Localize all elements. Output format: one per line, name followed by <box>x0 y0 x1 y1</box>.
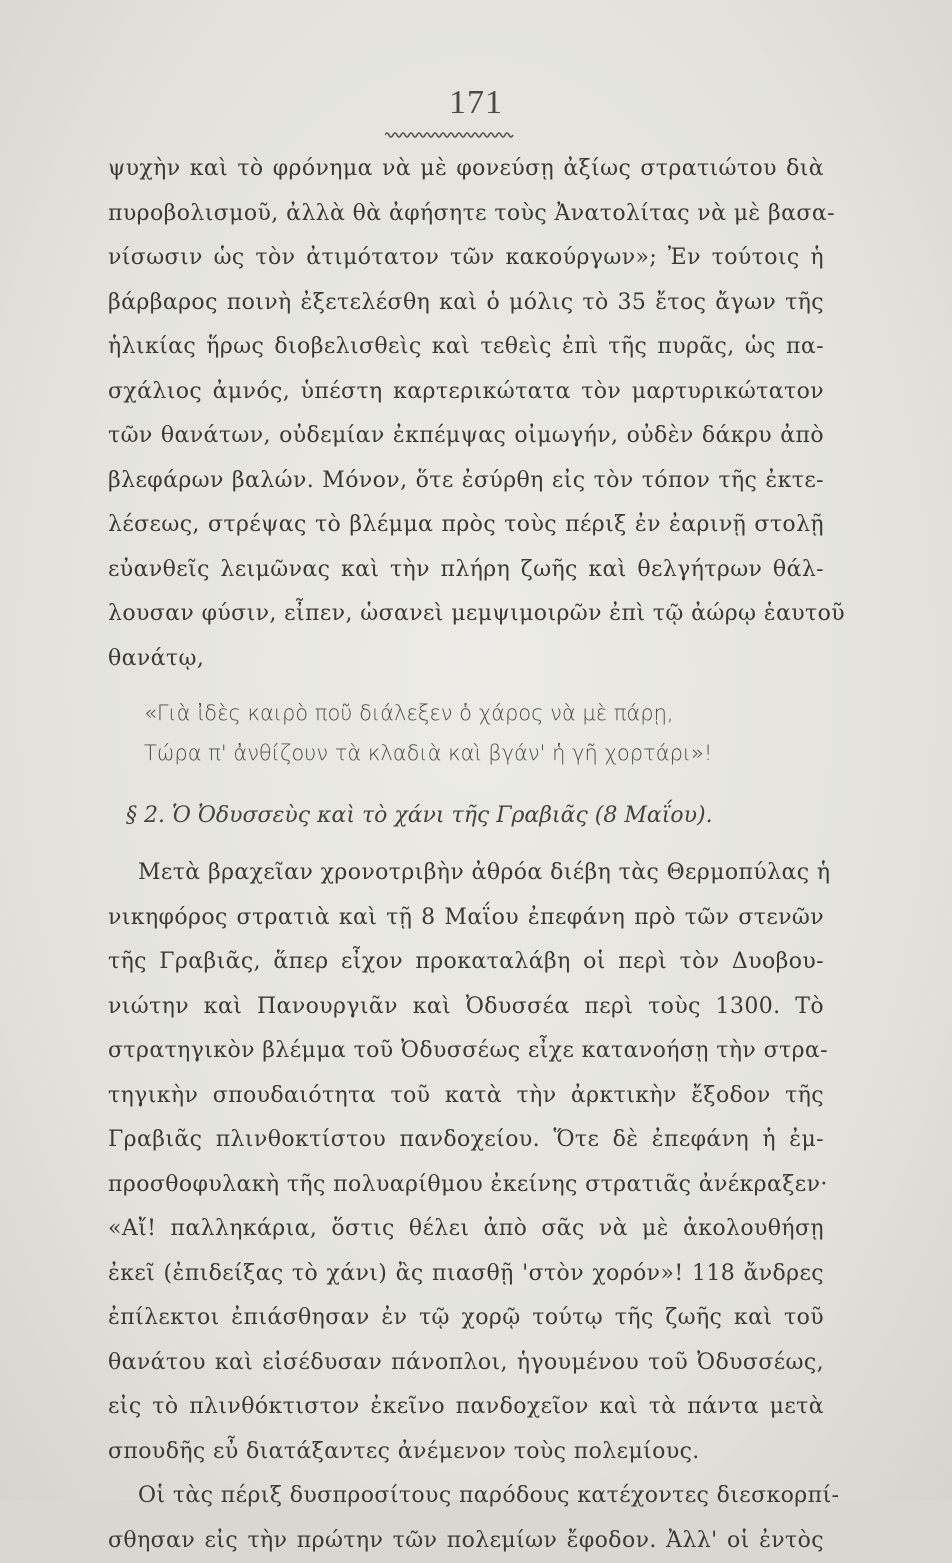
text-line: σπουδῆς εὖ διατάξαντες ἀνέμενον τοὺς πολεμίους. <box>108 1430 824 1475</box>
text-line: θανάτου καὶ εἰσέδυσαν πάνοπλοι, ἡγουμένου τοῦ Ὀδυσσέως, <box>108 1341 824 1386</box>
text-line: βάρβαρος ποινὴ ἐξετελέσθη καὶ ὁ μόλις τὸ 35 ἔτος ἄγων τῆς <box>108 281 824 326</box>
text-line: Μετὰ βραχεῖαν χρονοτριβὴν ἀθρόα διέβη τὰς Θερμοπύλας ἡ <box>108 851 824 896</box>
paragraph-1 <box>108 147 824 681</box>
text-line: τῆς Γραβιᾶς, ἅπερ εἶχον προκαταλάβη οἱ περὶ τὸν Δυοβου- <box>108 940 824 985</box>
verse-quote <box>108 693 824 773</box>
verse-line: Τώρα π' ἀνθίζουν τὰ κλαδιὰ καὶ βγάν' ἡ γῆ χορτάρι»! <box>108 733 824 773</box>
section-heading: § 2. Ὁ Ὀδυσσεὺς καὶ τὸ χάνι τῆς Γραβιᾶς (8 Μαΐου). <box>108 793 824 839</box>
text-line: νίσωσιν ὡς τὸν ἀτιμότατον τῶν κακούργων»; Ἐν τούτοις ἡ <box>108 236 824 281</box>
text-line: λουσαν φύσιν, εἶπεν, ὡσανεὶ μεμψιμοιρῶν ἐπὶ τῷ ἀώρῳ ἑαυτοῦ <box>108 592 824 637</box>
text-line: ἐπίλεκτοι ἐπιάσθησαν ἐν τῷ χορῷ τούτῳ τῆς ζωῆς καὶ τοῦ <box>108 1296 824 1341</box>
text-line: θανάτῳ, <box>108 637 824 682</box>
text-line: στρατηγικὸν βλέμμα τοῦ Ὀδυσσέως εἶχε κατανοήσῃ τὴν στρα- <box>108 1029 824 1074</box>
text-line: εὐανθεῖς λειμῶνας καὶ τὴν πλήρη ζωῆς καὶ θελγήτρων θάλ- <box>108 548 824 593</box>
text-line: βλεφάρων βαλών. Μόνον, ὅτε ἐσύρθη εἰς τὸν τόπον τῆς ἐκτε- <box>108 459 824 504</box>
body-text <box>108 147 824 1563</box>
text-line: νιώτην καὶ Πανουργιᾶν καὶ Ὀδυσσέα περὶ τοὺς 1300. Τὸ <box>108 985 824 1030</box>
text-line: σθησαν εἰς τὴν πρώτην τῶν πολεμίων ἔφοδον. Ἀλλ' οἱ ἐντὸς <box>108 1519 824 1563</box>
text-line: τῶν θανάτων, οὐδεμίαν ἐκπέμψας οἰμωγήν, οὐδὲν δάκρυ ἀπὸ <box>108 414 824 459</box>
text-line: ἡλικίας ἥρως διοβελισθεὶς καὶ τεθεὶς ἐπὶ τῆς πυρᾶς, ὡς πα- <box>108 325 824 370</box>
text-line: προσθοφυλακὴ τῆς πολυαρίθμου ἐκείνης στρατιᾶς ἀνέκραξεν· <box>108 1163 824 1208</box>
text-line: σχάλιος ἀμνός, ὑπέστη καρτερικώτατα τὸν μαρτυρικώτατον <box>108 370 824 415</box>
text-line: τηγικὴν σπουδαιότητα τοῦ κατὰ τὴν ἀρκτικὴν ἔξοδον τῆς <box>108 1074 824 1119</box>
text-line: πυροβολισμοῦ, ἀλλὰ θὰ ἀφήσητε τοὺς Ἀνατολίτας νὰ μὲ βασα- <box>108 192 824 237</box>
text-line: λέσεως, στρέψας τὸ βλέμμα πρὸς τοὺς πέριξ ἐν ἐαρινῇ στολῇ <box>108 503 824 548</box>
text-line: Γραβιᾶς πλινθοκτίστου πανδοχείου. Ὅτε δὲ ἐπεφάνη ἡ ἐμ- <box>108 1118 824 1163</box>
text-line: Οἱ τὰς πέριξ δυσπροσίτους παρόδους κατέχοντες διεσκορπί- <box>108 1474 824 1519</box>
text-line: εἰς τὸ πλινθόκτιστον ἐκεῖνο πανδοχεῖον καὶ τὰ πάντα μετὰ <box>108 1385 824 1430</box>
page-number: 171 <box>0 84 952 122</box>
text-line: νικηφόρος στρατιὰ καὶ τῇ 8 Μαΐου ἐπεφάνη πρὸ τῶν στενῶν <box>108 896 824 941</box>
verse-line: «Γιὰ ἰδὲς καιρὸ ποῦ διάλεξεν ὁ χάρος νὰ μὲ πάρῃ, <box>108 693 824 733</box>
text-line: «Αἴ! παλληκάρια, ὅστις θέλει ἀπὸ σᾶς νὰ μὲ ἀκολουθήσῃ <box>108 1207 824 1252</box>
text-line: ψυχὴν καὶ τὸ φρόνημα νὰ μὲ φονεύσῃ ἀξίως στρατιώτου διὰ <box>108 147 824 192</box>
wavy-rule-ornament <box>385 130 515 140</box>
paragraph-3 <box>108 1474 824 1563</box>
text-line: ἐκεῖ (ἐπιδείξας τὸ χάνι) ἂς πιασθῇ 'στὸν χορόν»! 118 ἄνδρες <box>108 1252 824 1297</box>
paragraph-2 <box>108 851 824 1474</box>
